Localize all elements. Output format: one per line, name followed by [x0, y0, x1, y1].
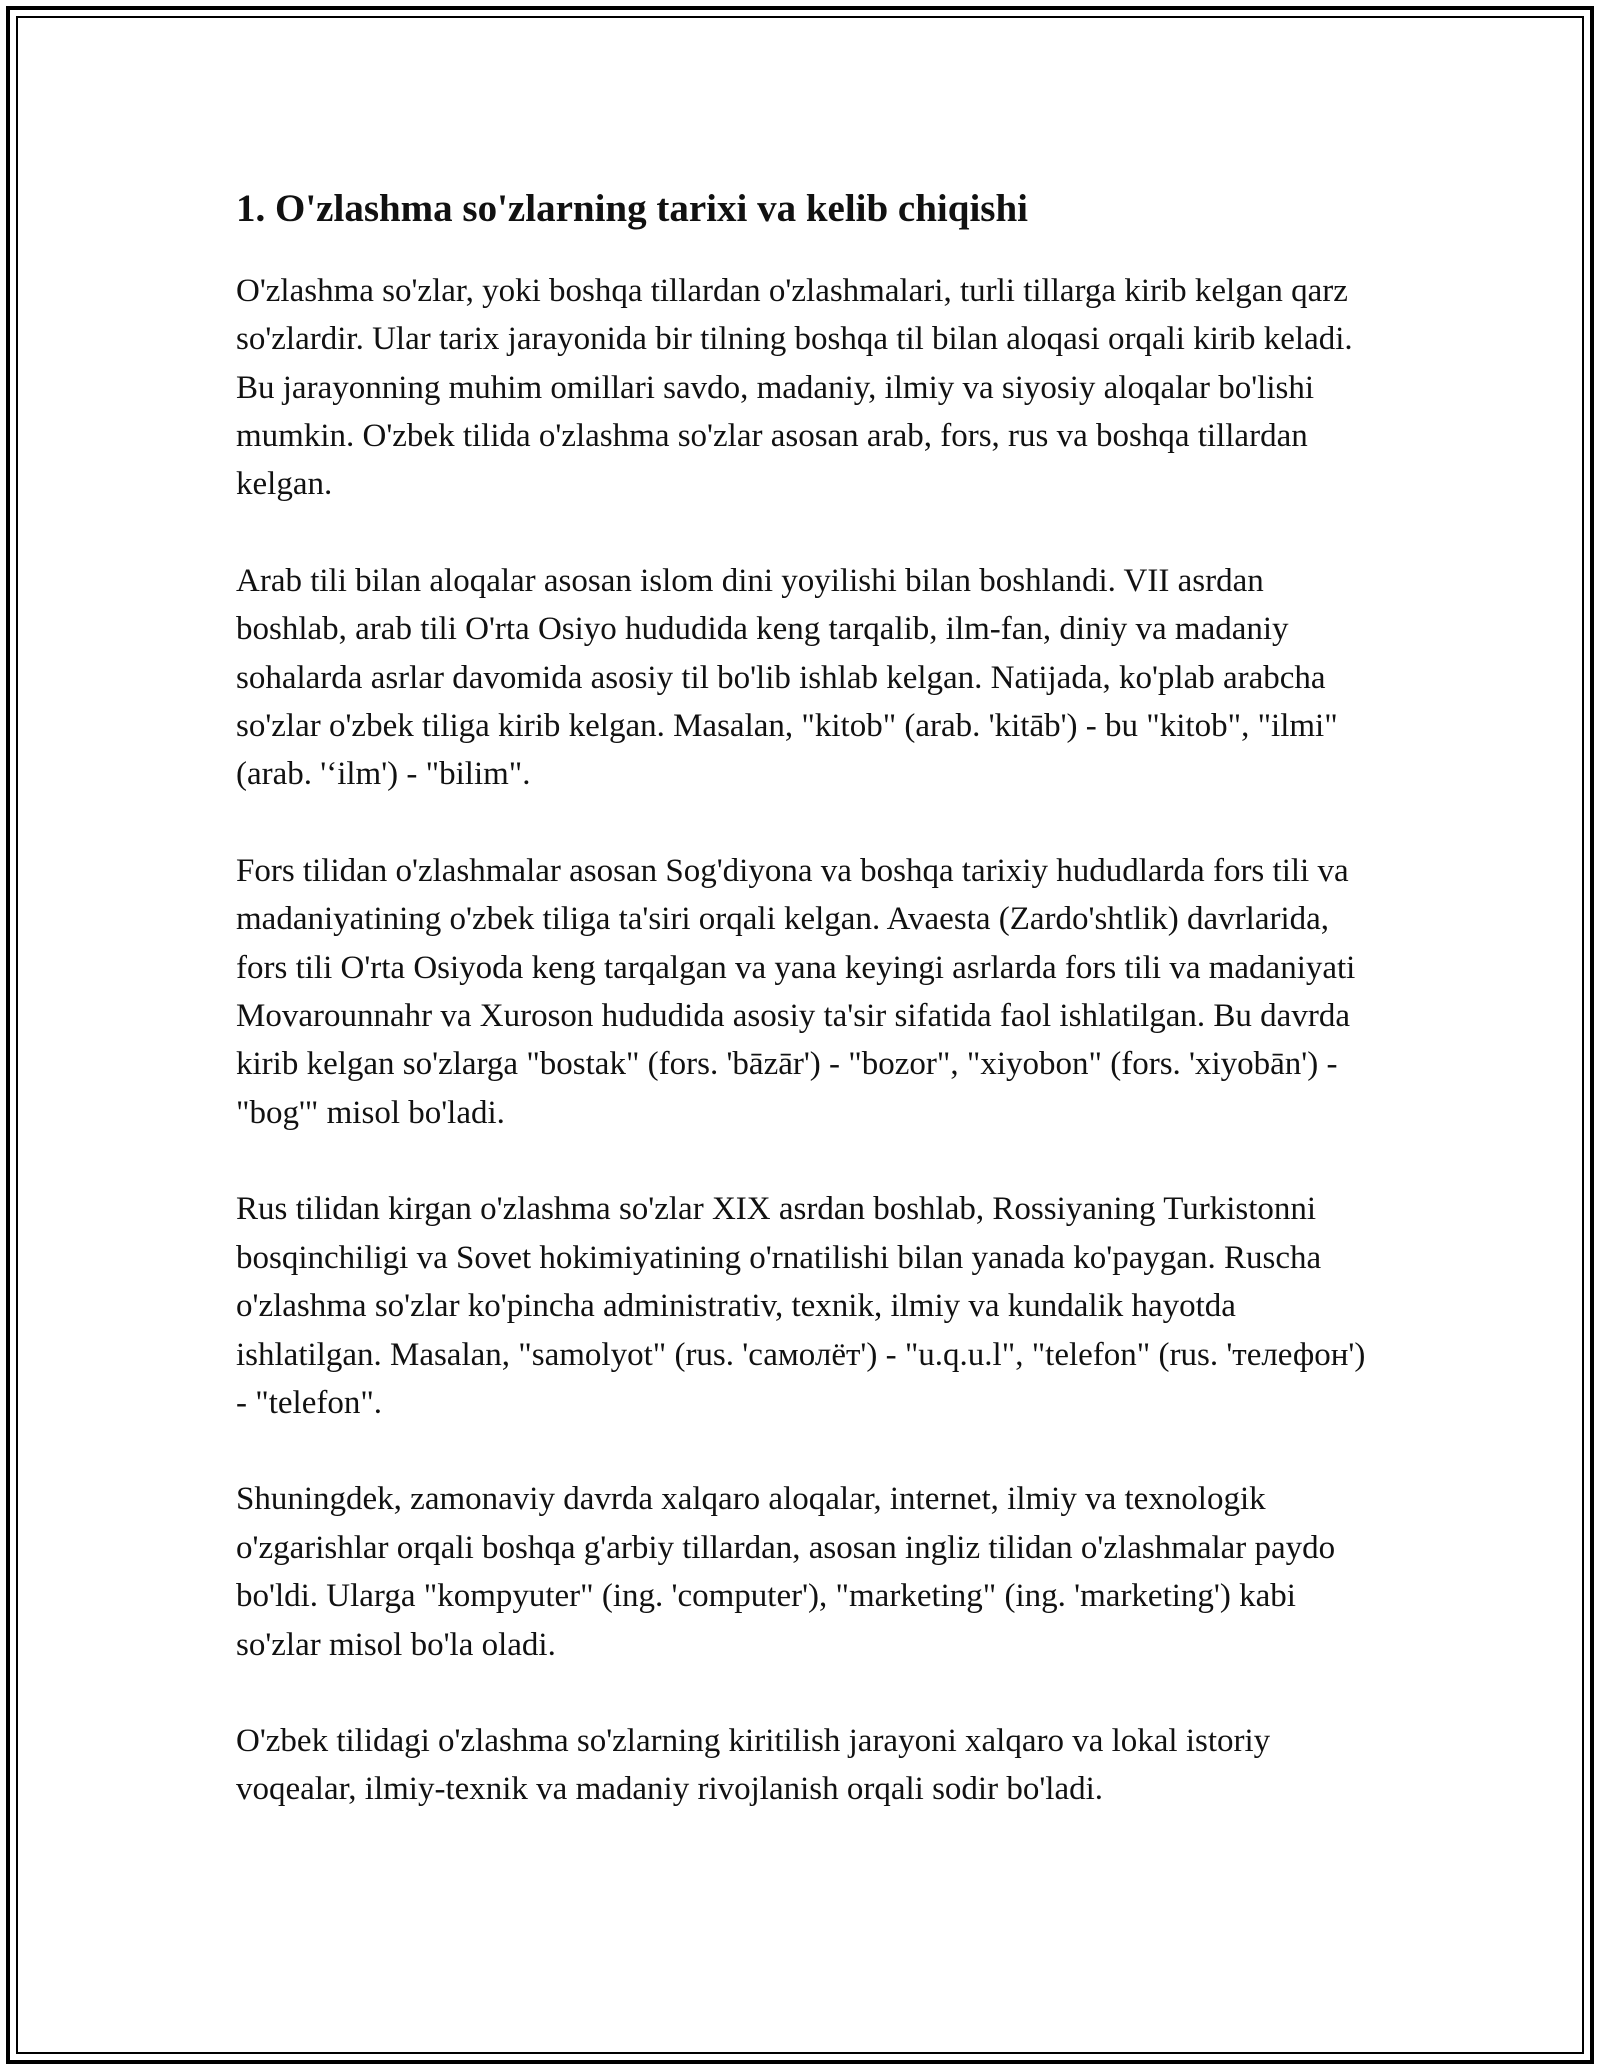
- paragraph-modern: Shuningdek, zamonaviy davrda xalqaro aloqalar, internet, ilmiy va texnologik o'zgarishlar orqali boshqa g'arbiy tillardan, asosan ingliz tilidan o'zlashmalar paydo bo'ldi. Ularga "kompyuter" (ing. 'computer'), "marketing" (ing. 'marketing') kabi so'zlar misol bo'la oladi.: [236, 1481, 1336, 1663]
- paragraph-persian: Fors tilidan o'zlashmalar asosan Sog'diyona va boshqa tarixiy hududlarda fors tili va madaniyatining o'zbek tiliga ta'siri orqali kelgan. Avaesta (Zardo'shtlik) davrlarida, fors tili O'rta Osiyoda keng tarqalgan va yana keyingi asrlarda fors tili va madaniyati Movarounnahr va Xuroson hududida asosiy ta'sir sifatida faol ishlatilgan. Bu davrda kirib kelgan so'zlarga "bostak" (fors. 'bāzār') - "bozor", "xiyobon" (fors. 'xiyobān') - "bog'" misol bo'ladi.: [236, 852, 1356, 1131]
- section-heading: 1. O'zlashma so'zlarning tarixi va kelib chiqishi: [236, 187, 1028, 230]
- paragraph-arabic: Arab tili bilan aloqalar asosan islom dini yoyilishi bilan boshlandi. VII asrdan boshlab, arab tili O'rta Osiyo hududida keng tarqalib, ilm-fan, diniy va madaniy sohalarda asrlar davomida asosiy til bo'lib ishlab kelgan. Natijada, ko'plab arabcha so'zlar o'zbek tiliga kirib kelgan. Masalan, "kitob" (arab. 'kitāb') - bu "kitob", "ilmi" (arab. '‘ilm') - "bilim".: [236, 562, 1338, 793]
- paragraph-intro: O'zlashma so'zlar, yoki boshqa tillardan o'zlashmalari, turli tillarga kirib kelgan qarz so'zlardir. Ular tarix jarayonida bir tilning boshqa til bilan aloqasi orqali kirib keladi. Bu jarayonning muhim omillari savdo, madaniy, ilmiy va siyosiy aloqalar bo'lishi mumkin. O'zbek tilida o'zlashma so'zlar asosan arab, fors, rus va boshqa tillardan kelgan.: [236, 272, 1353, 503]
- paragraph-conclusion: O'zbek tilidagi o'zlashma so'zlarning kiritilish jarayoni xalqaro va lokal istoriy voqealar, ilmiy-texnik va madaniy rivojlanish orqali sodir bo'ladi.: [236, 1722, 1271, 1808]
- document-body: [236, 186, 1376, 1862]
- paragraph-russian: Rus tilidan kirgan o'zlashma so'zlar XIX asrdan boshlab, Rossiyaning Turkistonni bosqinchiligi va Sovet hokimiyatining o'rnatilishi bilan yanada ko'paygan. Ruscha o'zlashma so'zlar ko'pincha administrativ, texnik, ilmiy va kundalik hayotda ishlatilgan. Masalan, "samolyot" (rus. 'самолёт') - "u.q.u.l", "telefon" (rus. 'телефон') - "telefon".: [236, 1191, 1366, 1421]
